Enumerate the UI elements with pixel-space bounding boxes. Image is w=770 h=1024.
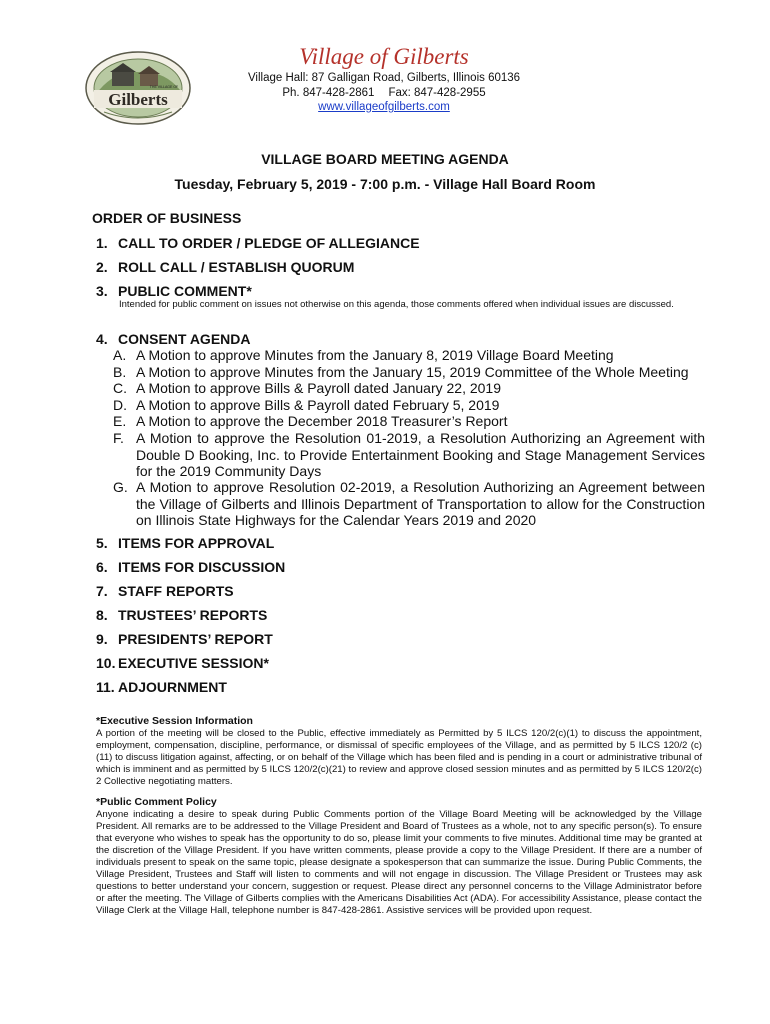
consent-item xyxy=(113,397,705,414)
consent-text: A Motion to approve the December 2018 Treasurer’s Report xyxy=(136,413,508,429)
item-label: ITEMS FOR DISCUSSION xyxy=(118,559,286,575)
item-label: STAFF REPORTS xyxy=(118,583,234,599)
item-label: CALL TO ORDER / PLEDGE OF ALLEGIANCE xyxy=(118,235,420,251)
executive-session-heading: *Executive Session Information xyxy=(96,715,253,727)
consent-letter: E. xyxy=(113,413,127,429)
consent-text: A Motion to approve Bills & Payroll dated February 5, 2019 xyxy=(136,397,500,413)
agenda-item xyxy=(96,331,251,347)
consent-text: A Motion to approve the Resolution 01-2019, a Resolution Authorizing an Agreement with Double D Booking, Inc. to Provide Entertainment Booking and Stage Management Services for the 2019 Community Days xyxy=(136,430,705,479)
item-label: TRUSTEES’ REPORTS xyxy=(118,607,268,623)
consent-item xyxy=(113,364,705,381)
item-number: 8. xyxy=(96,607,108,623)
village-seal-logo xyxy=(84,50,192,126)
agenda-item xyxy=(96,607,267,623)
agenda-item xyxy=(96,559,285,575)
item-label: PRESIDENTS’ REPORT xyxy=(118,631,273,647)
item-number: 9. xyxy=(96,631,108,647)
agenda-item xyxy=(96,535,274,551)
item-label: PUBLIC COMMENT* xyxy=(118,283,252,299)
consent-item xyxy=(113,347,705,364)
item-label: EXECUTIVE SESSION* xyxy=(118,655,269,671)
contact-line xyxy=(184,87,584,99)
phone-number: Ph. 847-428-2861 xyxy=(282,87,375,99)
item-number: 2. xyxy=(96,259,108,275)
item-number: 4. xyxy=(96,331,108,347)
public-comment-policy-heading: *Public Comment Policy xyxy=(96,796,217,808)
agenda-item xyxy=(96,583,234,599)
svg-text:Gilberts: Gilberts xyxy=(108,90,168,109)
consent-letter: F. xyxy=(113,430,124,446)
item-label: ROLL CALL / ESTABLISH QUORUM xyxy=(118,259,355,275)
consent-letter: G. xyxy=(113,479,128,495)
agenda-item xyxy=(96,283,252,299)
public-comment-note: Intended for public comment on issues not otherwise on this agenda, those comments offered when individual issues are discussed. xyxy=(119,299,674,310)
consent-letter: B. xyxy=(113,364,127,380)
agenda-item xyxy=(96,259,354,275)
agenda-subtitle: Tuesday, February 5, 2019 - 7:00 p.m. - Village Hall Board Room xyxy=(174,176,596,192)
agenda-item xyxy=(96,655,269,671)
agenda-item xyxy=(96,631,273,647)
item-label: ADJOURNMENT xyxy=(118,679,227,695)
consent-letter: A. xyxy=(113,347,127,363)
public-comment-policy-body: Anyone indicating a desire to speak during Public Comments portion of the Village Board Meeting will be acknowledged by the Village President. All remarks are to be addressed to the Village President and Board of Trustees as a whole, not to any specific person(s). To ensure that everyone who wishes to speak has the opportunity to do so, please limit your comments to five minutes. Additional time may be granted at the discretion of the Village President. If you have written comments, please provide a copy to the Village President. If there are a number of individuals present to speak on the same topic, please designate a spokesperson that can summarize the issue. During Public Comments, the Village President, Trustees and Staff will listen to comments and will not engage in discussion. The Village President or Trustees may ask questions to better understand your concern, suggestion or request. Please direct any personnel concerns to the Village Administrator before or after the meeting. The Village of Gilberts complies with the Americans Disabilities Act (ADA). For accessibility Assistance, please contact the Village Clerk at the Village Hall, telephone number is 847-428-2861. Assistive services will be provided upon request. xyxy=(96,809,702,916)
consent-letter: D. xyxy=(113,397,127,413)
item-number: 11. xyxy=(96,679,115,695)
consent-item xyxy=(113,380,705,397)
consent-item xyxy=(113,413,705,430)
item-label: ITEMS FOR APPROVAL xyxy=(118,535,275,551)
item-number: 1. xyxy=(96,235,108,251)
order-of-business-heading: ORDER OF BUSINESS xyxy=(92,210,242,226)
consent-letter: C. xyxy=(113,380,127,396)
executive-session-body: A portion of the meeting will be closed to the Public, effective immediately as Permitted by 5 ILCS 120/2(c)(1) to discuss the appointment, employment, compensation, discipline, performance, or dismissal of specific employees of the Village, and as permitted by 5 ILCS 120/2 (c)(11) to discuss litigation against, affecting, or on behalf of the Village which has been filed and is pending in a court or administrative tribunal of which is imminent and as permitted by 5 ILCS 120/2(c)(21) to review and approve closed session minutes and as permitted by 5 ILCS 120/2(c) 2 Collective negotiating matters. xyxy=(96,728,702,787)
fax-number: Fax: 847-428-2955 xyxy=(388,87,486,99)
consent-text: A Motion to approve Bills & Payroll dated January 22, 2019 xyxy=(136,380,501,396)
village-name-title: Village of Gilberts xyxy=(299,44,469,69)
agenda-title: VILLAGE BOARD MEETING AGENDA xyxy=(261,151,509,167)
item-label: CONSENT AGENDA xyxy=(118,331,251,347)
svg-text:THE VILLAGE OF: THE VILLAGE OF xyxy=(149,85,179,89)
item-number: 5. xyxy=(96,535,108,551)
consent-text: A Motion to approve Minutes from the January 15, 2019 Committee of the Whole Meeting xyxy=(136,364,689,380)
item-number: 7. xyxy=(96,583,108,599)
item-number: 6. xyxy=(96,559,108,575)
consent-text: A Motion to approve Minutes from the January 8, 2019 Village Board Meeting xyxy=(136,347,614,363)
consent-item xyxy=(113,430,705,480)
website-link[interactable]: www.villageofgilberts.com xyxy=(318,101,450,113)
consent-text: A Motion to approve Resolution 02-2019, a Resolution Authorizing an Agreement between the Village of Gilberts and Illinois Department of Transportation to allow for the Construction on Illinois State Highways for the Calendar Years 2019 and 2020 xyxy=(136,479,705,528)
item-number: 3. xyxy=(96,283,108,299)
village-hall-address: Village Hall: 87 Galligan Road, Gilberts, Illinois 60136 xyxy=(247,72,521,84)
agenda-item xyxy=(96,235,420,251)
item-number: 10. xyxy=(96,655,116,671)
agenda-item xyxy=(96,679,227,695)
consent-item xyxy=(113,479,705,529)
